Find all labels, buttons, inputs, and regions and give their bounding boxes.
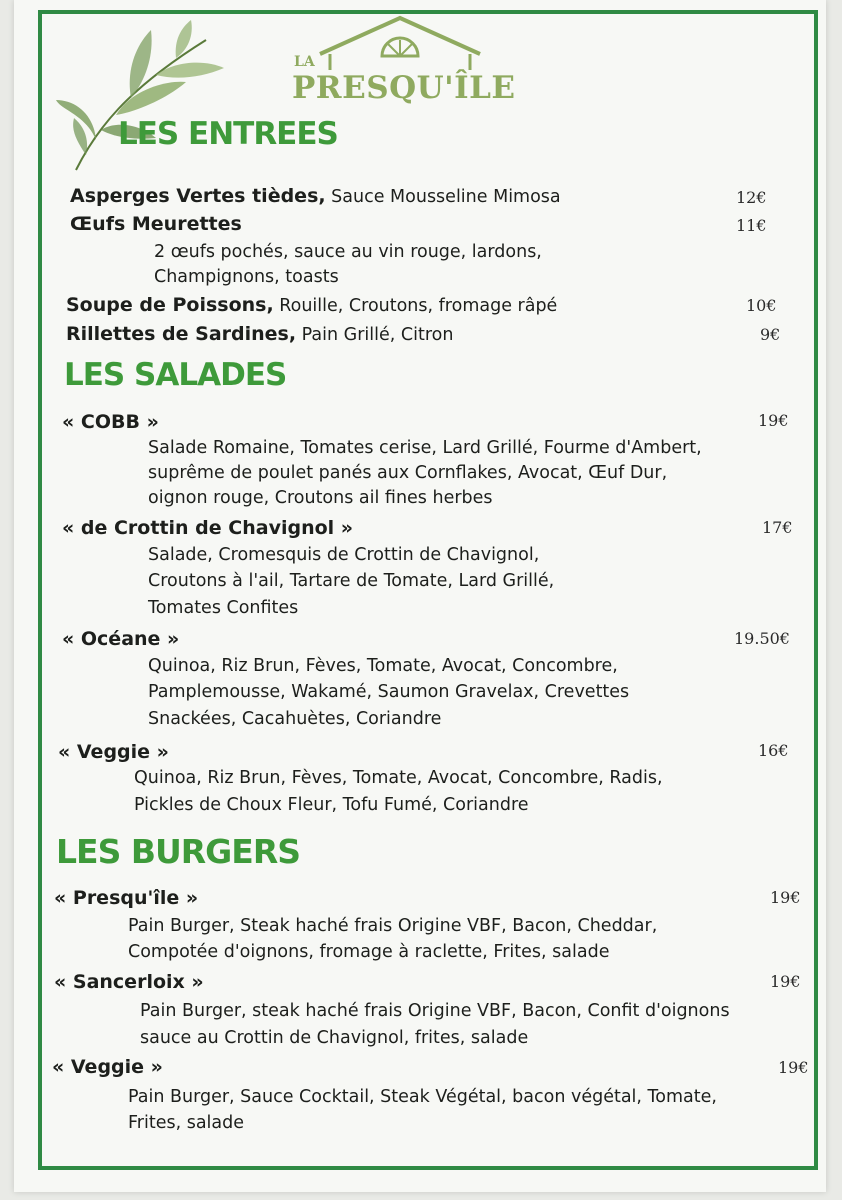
item-price: 19€ <box>770 972 801 991</box>
item-name: « COBB » <box>62 411 159 433</box>
item-price: 9€ <box>760 325 781 344</box>
section-title-salades: LES SALADES <box>64 357 287 393</box>
item-description: sauce au Crottin de Chavignol, frites, salade <box>140 1028 529 1048</box>
item-description: Frites, salade <box>128 1113 245 1133</box>
restaurant-logo <box>290 14 516 106</box>
olive-branch-icon <box>56 20 226 180</box>
item-description: Salade, Cromesquis de Crottin de Chavignol, <box>148 545 540 565</box>
item-name: « Veggie » <box>58 741 169 763</box>
item-name: Asperges Vertes tièdes, <box>70 185 326 207</box>
item-description: Pain Burger, Sauce Cocktail, Steak Végétal, bacon végétal, Tomate, <box>128 1087 717 1107</box>
section-title-entrees: LES ENTREES <box>118 116 338 152</box>
item-name: Soupe de Poissons, <box>66 294 274 316</box>
item-price: 19€ <box>778 1058 809 1077</box>
menu-item <box>70 213 242 235</box>
menu-item <box>70 185 561 207</box>
item-description: Salade Romaine, Tomates cerise, Lard Grillé, Fourme d'Ambert, <box>148 438 702 458</box>
item-description: Rouille, Croutons, fromage râpé <box>279 296 558 316</box>
item-description: Pain Grillé, Citron <box>301 325 454 345</box>
item-price: 11€ <box>736 216 767 235</box>
item-description: Pain Burger, Steak haché frais Origine VBF, Bacon, Cheddar, <box>128 916 658 936</box>
item-price: 17€ <box>762 518 793 537</box>
item-description: Snackées, Cacahuètes, Coriandre <box>148 709 442 729</box>
item-name: « Sancerloix » <box>54 971 204 993</box>
item-description: suprême de poulet panés aux Cornflakes, Avocat, Œuf Dur, <box>148 463 668 483</box>
item-description: Compotée d'oignons, fromage à raclette, Frites, salade <box>128 942 610 962</box>
section-title-burgers: LES BURGERS <box>56 832 300 871</box>
house-roof-icon <box>290 14 510 74</box>
item-price: 19€ <box>758 411 789 430</box>
logo-la: LA <box>294 54 315 70</box>
item-description: 2 œufs pochés, sauce au vin rouge, lardons, <box>154 242 542 262</box>
item-description: Sauce Mousseline Mimosa <box>331 187 561 207</box>
item-name: Œufs Meurettes <box>70 213 242 235</box>
item-price: 19€ <box>770 888 801 907</box>
menu-item <box>66 294 557 316</box>
item-description: Pickles de Choux Fleur, Tofu Fumé, Coriandre <box>134 795 529 815</box>
item-name: « Veggie » <box>52 1056 163 1078</box>
item-description: Pamplemousse, Wakamé, Saumon Gravelax, Crevettes <box>148 682 630 702</box>
item-name: « de Crottin de Chavignol » <box>62 517 354 539</box>
menu-item <box>66 323 453 345</box>
item-price: 12€ <box>736 188 767 207</box>
item-description: Quinoa, Riz Brun, Fèves, Tomate, Avocat, Concombre, Radis, <box>134 768 663 788</box>
item-description: Champignons, toasts <box>154 267 339 287</box>
item-description: Quinoa, Riz Brun, Fèves, Tomate, Avocat, Concombre, <box>148 656 618 676</box>
item-name: « Océane » <box>62 628 180 650</box>
item-name: Rillettes de Sardines, <box>66 323 297 345</box>
logo-name: PRESQU'ÎLE <box>292 70 516 106</box>
item-price: 10€ <box>746 296 777 315</box>
item-description: Tomates Confites <box>148 598 299 618</box>
item-description: oignon rouge, Croutons ail fines herbes <box>148 488 493 508</box>
item-description: Croutons à l'ail, Tartare de Tomate, Lard Grillé, <box>148 571 555 591</box>
item-price: 16€ <box>758 741 789 760</box>
item-description: Pain Burger, steak haché frais Origine VBF, Bacon, Confit d'oignons <box>140 1001 730 1021</box>
item-price: 19.50€ <box>734 629 790 648</box>
item-name: « Presqu'île » <box>54 887 199 909</box>
